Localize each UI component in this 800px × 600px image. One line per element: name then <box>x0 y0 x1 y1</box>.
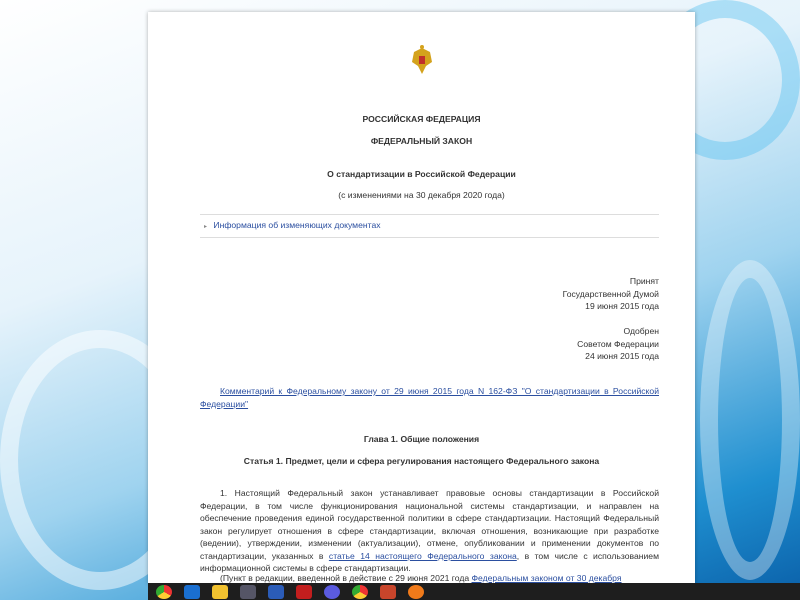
accepted-block <box>563 275 659 313</box>
coat-of-arms-icon <box>410 44 434 76</box>
powerpoint-icon[interactable] <box>380 585 396 599</box>
approved-block <box>577 325 659 363</box>
law-type-heading: ФЕДЕРАЛЬНЫЙ ЗАКОН <box>370 136 473 146</box>
document-page <box>148 12 695 584</box>
chrome-icon[interactable] <box>156 585 172 599</box>
app-icon[interactable] <box>324 585 340 599</box>
taskbar <box>148 583 800 600</box>
accepted-by: Государственной Думой <box>562 288 659 299</box>
approved-label: Одобрен <box>623 326 659 336</box>
background-swirl <box>700 260 800 580</box>
chapter-heading: Глава 1. Общие положения <box>363 434 480 444</box>
chrome-icon-2[interactable] <box>352 585 368 599</box>
paragraph-text: 1. Настоящий Федеральный закон устанавливает правовые основы стандартизации в Российской Федерации, в том числе функционирования национальной системы стандартизации, и направлен на обеспечение проведения единой государственной политики в сфере стандартизации. Настоящий Федеральный закон регулирует отношения в сфере стандартизации, включая отношения, возникающие при разработке (ведении), утверждении, изменении (актуализации), отмене, опубликовании и применении документов по стандартизации, указанных в <box>200 488 659 561</box>
file-explorer-icon[interactable] <box>212 585 228 599</box>
approved-by: Советом Федерации <box>577 338 659 349</box>
outlook-icon[interactable] <box>184 585 200 599</box>
info-expander[interactable] <box>200 214 659 238</box>
accepted-label: Принят <box>629 276 659 286</box>
approved-date: 24 июня 2015 года <box>585 351 659 361</box>
paragraph-text: , в том числе с использованием информационной системы в сфере стандартизации. <box>200 550 659 573</box>
country-heading: РОССИЙСКАЯ ФЕДЕРАЦИЯ <box>362 114 481 124</box>
accepted-date: 19 июня 2015 года <box>585 301 659 311</box>
comment-paragraph <box>200 385 659 410</box>
camera-icon[interactable] <box>240 585 256 599</box>
acrobat-icon[interactable] <box>296 585 312 599</box>
paragraph-text: (Пункт в редакции, введенной в действие с 29 июня 2021 года <box>220 573 472 583</box>
comment-link[interactable]: Комментарий к Федеральному закону от 29 июня 2015 года N 162-ФЗ "О стандартизации в Российской Федерации" <box>200 386 659 409</box>
law-title: О стандартизации в Российской Федерации <box>327 169 516 179</box>
article-heading: Статья 1. Предмет, цели и сфера регулирования настоящего Федерального закона <box>243 456 600 466</box>
word-icon[interactable] <box>268 585 284 599</box>
firefox-icon[interactable] <box>408 585 424 599</box>
article-paragraph-1 <box>200 487 659 575</box>
amendment-note: (с изменениями на 30 декабря 2020 года) <box>338 190 505 200</box>
info-link[interactable]: Информация об изменяющих документах <box>213 220 381 230</box>
article-14-link[interactable]: статье 14 настоящего Федерального закона <box>328 550 517 561</box>
chevron-right-icon: ▸ <box>204 224 208 230</box>
federal-law-link[interactable]: Федеральным законом от 30 декабря <box>471 573 622 583</box>
